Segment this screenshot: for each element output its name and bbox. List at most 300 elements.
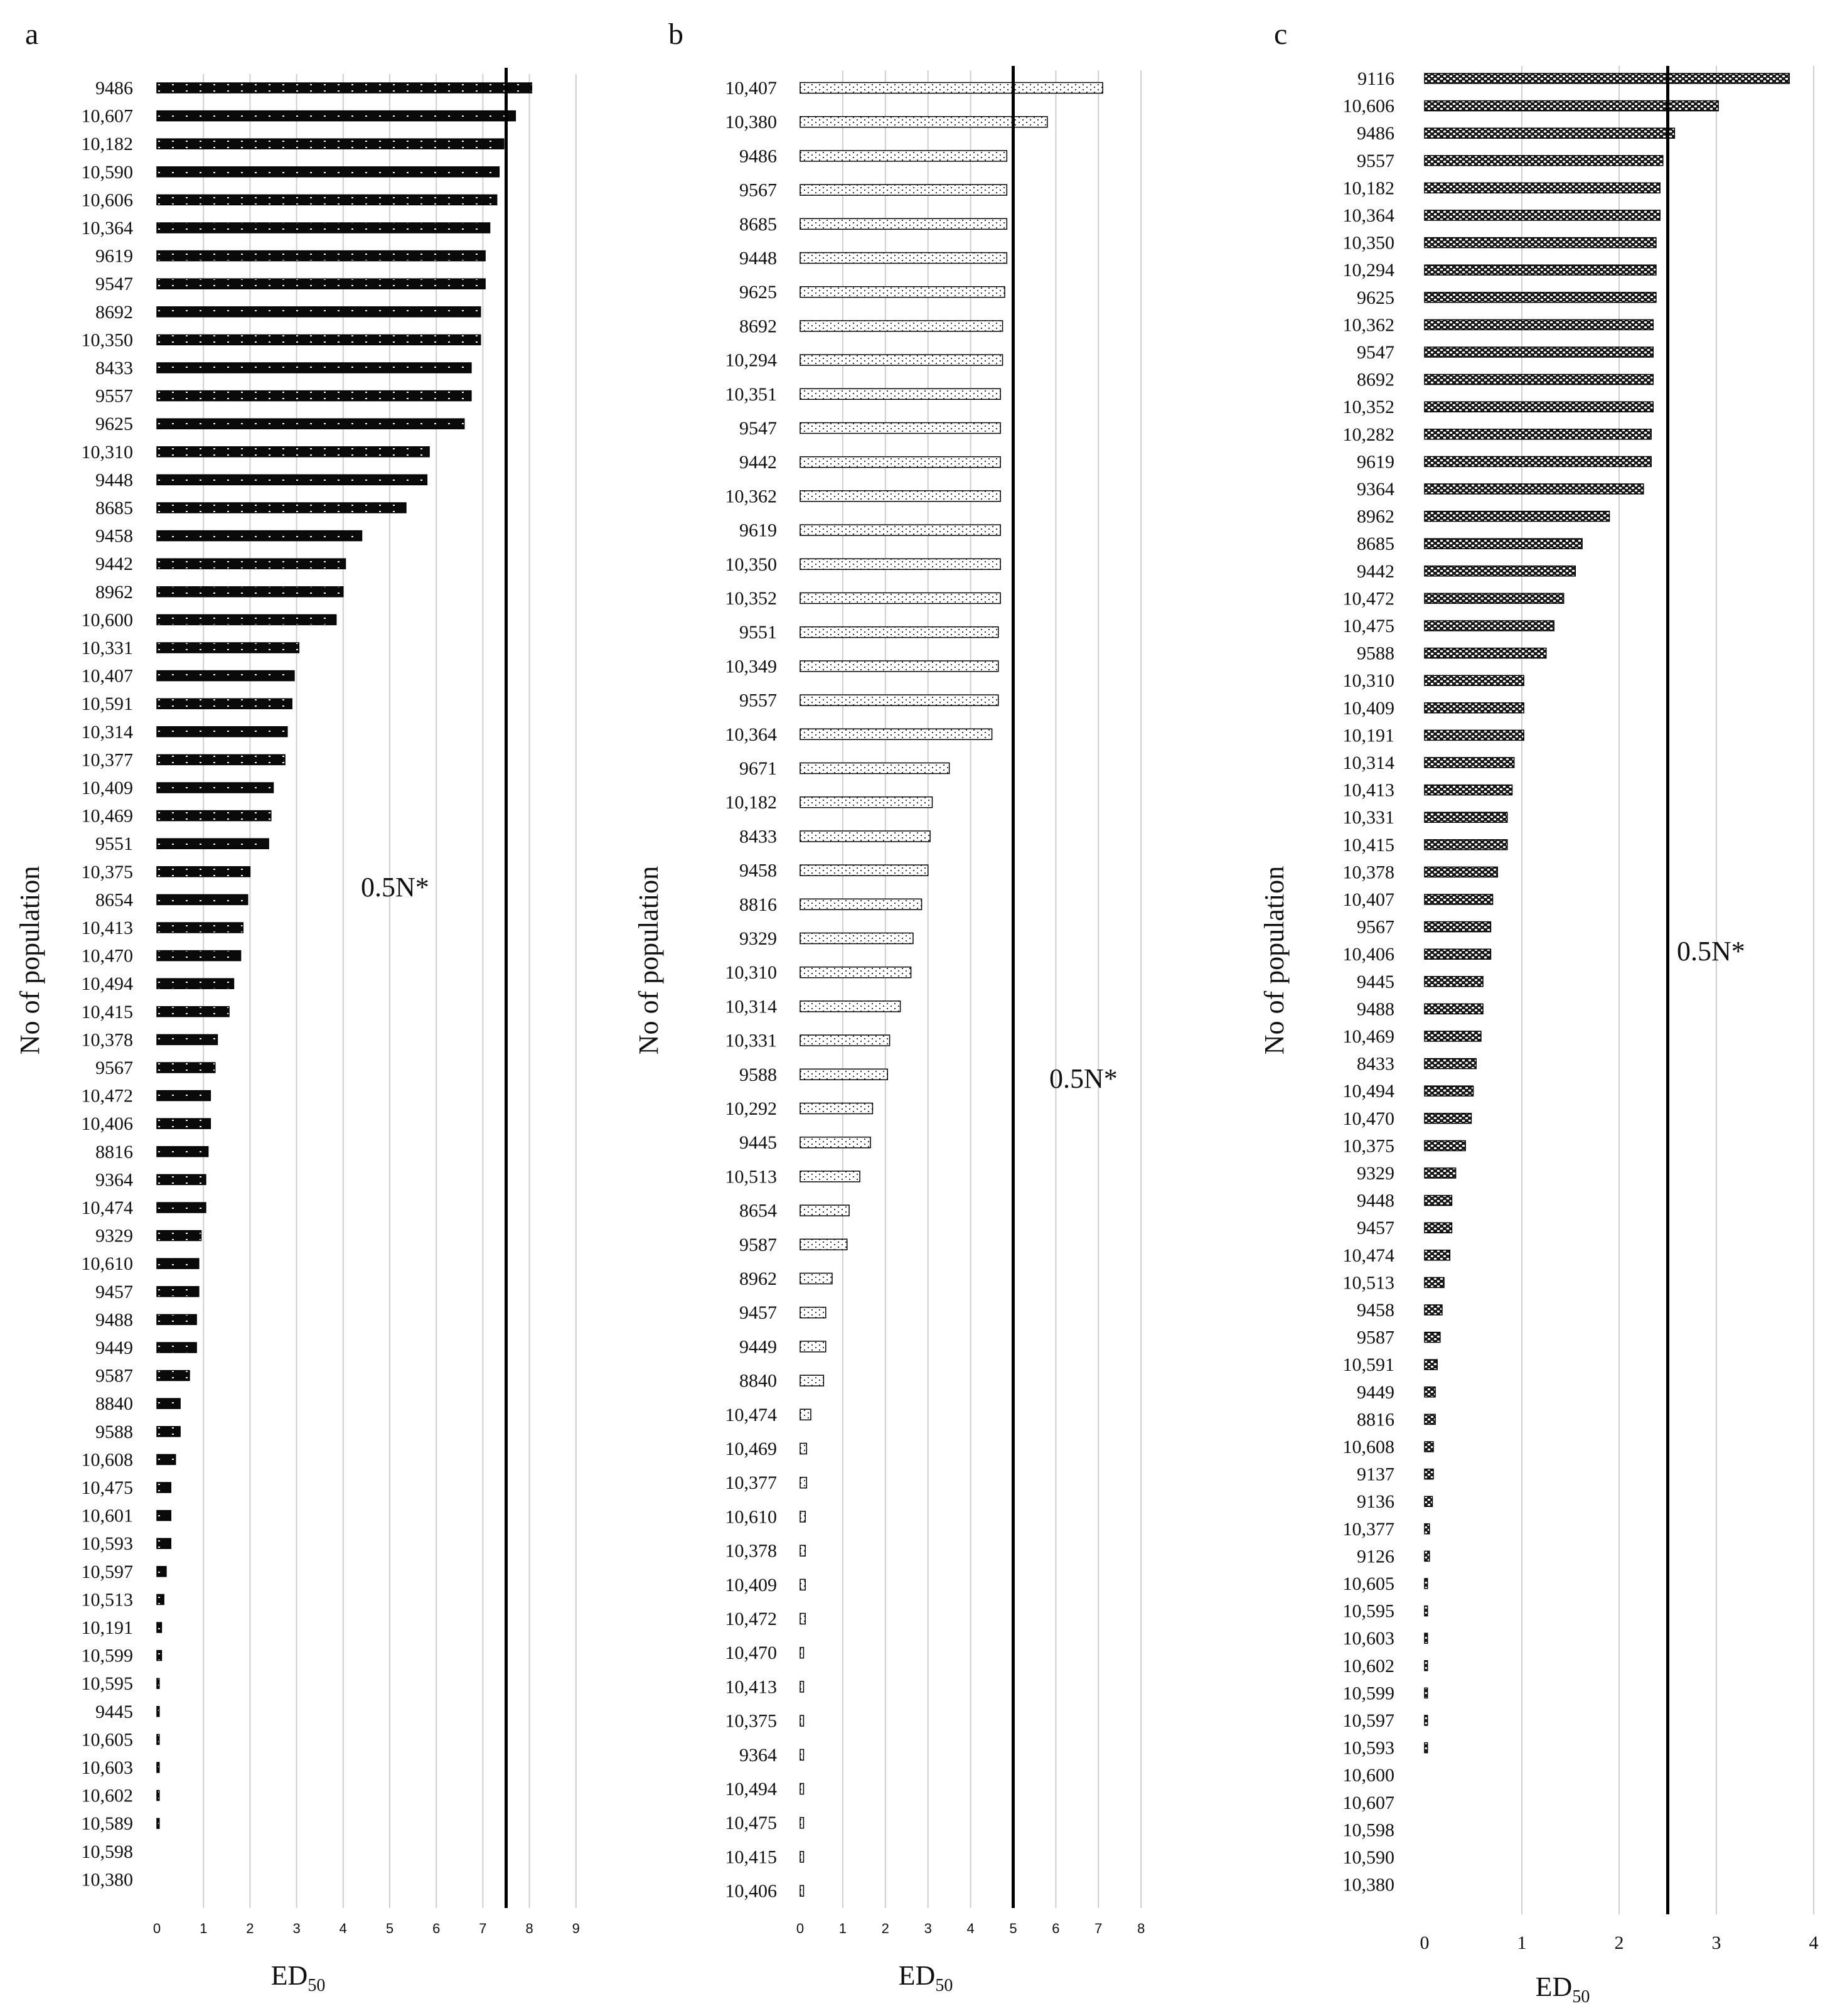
bar	[1425, 1387, 1435, 1397]
bar	[800, 695, 998, 705]
bar	[157, 335, 481, 345]
bar	[800, 1545, 805, 1556]
category-label: 10,331	[1342, 807, 1394, 828]
category-label: 9486	[739, 146, 777, 167]
bar	[1425, 484, 1644, 494]
bar	[157, 1454, 176, 1464]
category-label: 10,352	[1342, 397, 1394, 418]
bar	[157, 1007, 229, 1017]
bar	[1425, 566, 1575, 576]
category-label: 9625	[739, 282, 777, 303]
category-label: 9329	[1357, 1163, 1394, 1184]
category-label: 9486	[95, 78, 133, 99]
category-label: 10,470	[81, 945, 133, 967]
category-label: 10,409	[81, 778, 133, 798]
bar	[1425, 922, 1490, 932]
bar	[157, 979, 233, 989]
category-label: 10,409	[725, 1574, 777, 1595]
bar	[1425, 429, 1651, 439]
bar	[1425, 949, 1490, 959]
bar	[1425, 812, 1507, 822]
category-label: 10,191	[81, 1617, 133, 1638]
bar	[1425, 703, 1524, 713]
category-label: 10,474	[725, 1404, 777, 1425]
category-label: 10,610	[81, 1253, 133, 1275]
bar	[157, 867, 250, 877]
category-label: 10,469	[1342, 1026, 1394, 1047]
x-tick-label: 8	[1137, 1921, 1145, 1936]
bar	[157, 1511, 171, 1521]
bar	[157, 699, 292, 709]
category-label: 10,310	[725, 962, 777, 984]
category-label: 10,470	[725, 1643, 777, 1664]
category-label: 10,406	[1342, 944, 1394, 965]
category-label: 9557	[739, 690, 777, 711]
bar	[157, 1174, 206, 1184]
bar	[1425, 977, 1483, 987]
bar	[157, 587, 343, 597]
category-label: 10,377	[1342, 1518, 1394, 1540]
category-label: 8816	[95, 1141, 133, 1162]
bar	[157, 1678, 159, 1688]
bar	[157, 1791, 159, 1801]
category-label: 9329	[739, 928, 777, 949]
category-label: 9588	[95, 1421, 133, 1442]
bar	[800, 1307, 826, 1318]
category-label: 9567	[95, 1058, 133, 1078]
category-label: 9448	[95, 469, 133, 491]
bar	[1425, 1688, 1428, 1698]
category-label: 10,597	[81, 1561, 133, 1582]
category-label: 10,474	[1342, 1245, 1394, 1266]
bar	[800, 1749, 803, 1760]
category-label: 9457	[1357, 1218, 1394, 1239]
x-axis-title: $ED_{50}$	[1535, 1971, 1590, 2007]
category-label: 10,407	[1342, 889, 1394, 910]
category-label: 10,606	[81, 190, 133, 211]
category-label: 10,350	[81, 330, 133, 351]
category-label: 9671	[739, 758, 777, 779]
category-label: 10,475	[81, 1477, 133, 1498]
category-label: 10,364	[1342, 205, 1394, 226]
category-label: 9445	[1357, 971, 1394, 992]
bar	[157, 167, 499, 177]
category-label: 10,599	[81, 1645, 133, 1666]
category-label: 10,608	[1342, 1437, 1394, 1457]
bar	[800, 1614, 805, 1624]
category-label: 9625	[95, 414, 133, 435]
bar	[157, 475, 427, 485]
bar	[800, 1001, 901, 1012]
bar	[157, 1567, 166, 1577]
category-label: 10,294	[1342, 260, 1394, 281]
bar	[800, 1852, 803, 1862]
bar	[800, 627, 998, 638]
bar	[800, 1477, 806, 1488]
bar	[800, 1035, 890, 1046]
category-label: 10,191	[1342, 725, 1394, 746]
x-axis-title: $ED_{50}$	[898, 1960, 953, 1995]
bar	[157, 1483, 171, 1493]
panel-letter: a	[25, 18, 39, 51]
bar	[157, 139, 504, 149]
category-label: 9587	[95, 1365, 133, 1386]
bar	[1425, 292, 1656, 303]
bar	[1425, 1414, 1435, 1424]
bar	[1425, 1113, 1471, 1123]
category-label: 10,513	[725, 1166, 777, 1188]
bar	[800, 593, 1000, 604]
category-label: 8962	[739, 1268, 777, 1289]
category-label: 8654	[739, 1200, 777, 1221]
bar	[157, 363, 471, 373]
bar	[800, 899, 922, 909]
category-label: 10,294	[725, 350, 777, 371]
bar	[157, 1371, 190, 1381]
category-label: 10,593	[81, 1533, 133, 1555]
bar	[800, 287, 1005, 298]
bar	[1425, 1551, 1430, 1561]
bar	[800, 218, 1007, 229]
category-label: 10,469	[725, 1439, 777, 1459]
bar	[800, 1205, 849, 1216]
bar	[157, 1314, 196, 1324]
bar	[1425, 730, 1524, 740]
category-label: 10,605	[1342, 1574, 1394, 1594]
category-label: 9442	[95, 554, 133, 575]
bar	[800, 661, 998, 672]
bar	[1425, 128, 1674, 138]
bar	[157, 1231, 201, 1241]
bar	[800, 1375, 823, 1386]
bar	[1425, 1469, 1433, 1479]
bar	[1425, 1579, 1428, 1589]
bar	[800, 253, 1007, 264]
category-label: 10,292	[725, 1098, 777, 1119]
bar	[1425, 156, 1663, 166]
bar	[800, 1818, 803, 1828]
category-label: 9619	[1357, 451, 1394, 473]
category-label: 10,599	[1342, 1683, 1394, 1704]
category-label: 9116	[1357, 68, 1394, 89]
x-tick-label: 4	[966, 1921, 975, 1936]
category-label: 10,182	[1342, 178, 1394, 199]
x-tick-label: 4	[339, 1921, 347, 1936]
category-label: 10,310	[1342, 670, 1394, 692]
category-label: 10,331	[81, 638, 133, 658]
x-tick-label: 1	[200, 1921, 208, 1936]
category-label: 9445	[739, 1132, 777, 1154]
category-label: 10,378	[725, 1540, 777, 1562]
bar	[800, 117, 1047, 127]
bar	[157, 1091, 210, 1101]
category-label: 10,362	[725, 486, 777, 507]
bar	[1425, 1332, 1440, 1343]
category-label: 10,413	[725, 1676, 777, 1698]
bar	[800, 1444, 806, 1454]
bar	[1425, 648, 1546, 658]
bar	[157, 83, 532, 93]
category-label: 9136	[1357, 1491, 1394, 1513]
bar	[1425, 1661, 1428, 1671]
bar	[157, 1762, 159, 1772]
bar	[157, 1118, 210, 1129]
bar	[800, 1239, 847, 1250]
bar	[1425, 402, 1653, 412]
bar	[800, 559, 1000, 569]
category-label: 10,282	[1342, 424, 1394, 445]
bar	[800, 831, 930, 842]
panel-b-chart	[633, 18, 1145, 1995]
category-label: 9364	[95, 1169, 133, 1191]
x-tick-label: 0	[796, 1921, 805, 1936]
bar	[157, 671, 294, 681]
category-label: 9442	[1357, 560, 1394, 582]
category-label: 10,591	[1342, 1354, 1394, 1376]
bar	[800, 1715, 803, 1726]
category-label: 9329	[95, 1225, 133, 1247]
category-label: 10,590	[81, 161, 133, 183]
bar	[157, 811, 271, 821]
category-label: 9448	[739, 248, 777, 269]
category-label: 10,380	[725, 112, 777, 133]
category-label: 9587	[739, 1234, 777, 1255]
category-label: 9448	[1357, 1190, 1394, 1211]
panel-letter: b	[668, 18, 683, 51]
bar	[800, 1341, 826, 1352]
category-label: 10,472	[725, 1609, 777, 1629]
bar	[1425, 101, 1718, 111]
panel-c-chart	[1259, 18, 1819, 2007]
x-tick-label: 5	[385, 1921, 394, 1936]
category-label: 10,590	[1342, 1847, 1394, 1868]
category-label: 9557	[1357, 150, 1394, 171]
category-label: 8816	[1357, 1409, 1394, 1430]
category-label: 9488	[1357, 999, 1394, 1020]
category-label: 9126	[1357, 1546, 1394, 1567]
category-label: 10,350	[725, 554, 777, 575]
category-label: 10,378	[1342, 862, 1394, 883]
bar	[157, 1707, 159, 1717]
category-label: 10,310	[81, 441, 133, 463]
bar	[157, 195, 497, 205]
bar	[1425, 347, 1653, 357]
category-label: 9449	[739, 1336, 777, 1358]
bar	[800, 525, 1000, 535]
bar	[1425, 1277, 1444, 1287]
category-label: 9137	[1357, 1464, 1394, 1485]
x-tick-label: 7	[1094, 1921, 1103, 1936]
category-label: 10,409	[1342, 697, 1394, 719]
x-tick-label: 2	[246, 1921, 254, 1936]
bar	[157, 1147, 208, 1157]
x-tick-label: 2	[881, 1921, 889, 1936]
bar	[1425, 183, 1660, 193]
bar	[157, 1427, 180, 1437]
bar	[800, 1681, 803, 1692]
category-label: 9547	[739, 418, 777, 439]
category-label: 8692	[739, 316, 777, 337]
bar	[1425, 840, 1507, 850]
bar	[800, 491, 1000, 501]
bar	[1425, 1524, 1430, 1534]
bar	[157, 391, 471, 401]
bar	[157, 223, 490, 233]
x-tick-label: 6	[432, 1921, 441, 1936]
x-tick-label: 2	[1614, 1933, 1624, 1953]
x-axis-title: $ED_{50}$	[270, 1960, 326, 1995]
bar	[157, 559, 346, 569]
bar	[1425, 1031, 1481, 1041]
bar	[157, 1343, 196, 1353]
x-tick-label: 3	[292, 1921, 301, 1936]
category-label: 10,472	[1342, 588, 1394, 609]
category-label: 9588	[1357, 643, 1394, 664]
bar	[800, 797, 932, 808]
bar	[1425, 758, 1514, 768]
bar	[1425, 210, 1660, 220]
category-label: 10,349	[725, 656, 777, 677]
category-label: 9587	[1357, 1327, 1394, 1348]
bar	[157, 447, 429, 457]
category-label: 10,595	[1342, 1600, 1394, 1622]
bar	[157, 1538, 171, 1548]
bar	[800, 423, 1000, 434]
category-label: 9364	[739, 1744, 777, 1766]
x-tick-label: 3	[1711, 1933, 1721, 1953]
bar	[800, 933, 913, 944]
x-tick-label: 8	[525, 1921, 533, 1936]
x-tick-label: 0	[152, 1921, 161, 1936]
category-label: 10,377	[725, 1472, 777, 1494]
category-label: 10,407	[725, 78, 777, 99]
panel-a-chart	[14, 18, 580, 1995]
category-label: 10,602	[1342, 1655, 1394, 1676]
bar	[1425, 894, 1493, 904]
category-label: 8692	[95, 301, 133, 323]
bar	[157, 951, 241, 961]
bar	[800, 763, 950, 774]
bar	[800, 1409, 811, 1420]
category-label: 10,603	[1342, 1628, 1394, 1649]
category-label: 8816	[739, 894, 777, 915]
bar	[1425, 1606, 1428, 1616]
bar	[1425, 593, 1564, 603]
bar	[800, 1885, 803, 1896]
bar	[1425, 1743, 1428, 1753]
bar	[157, 1594, 164, 1604]
bar	[157, 1063, 215, 1073]
x-tick-label: 0	[1420, 1933, 1430, 1953]
category-label: 10,378	[81, 1029, 133, 1051]
bar	[800, 457, 1000, 468]
bar	[157, 307, 481, 317]
category-label: 10,600	[1342, 1765, 1394, 1786]
category-label: 10,375	[725, 1710, 777, 1732]
category-label: 10,415	[725, 1847, 777, 1868]
category-label: 10,606	[1342, 95, 1394, 117]
category-label: 10,314	[725, 996, 777, 1017]
bar	[800, 1171, 860, 1182]
bar	[157, 1287, 199, 1297]
category-label: 10,375	[81, 861, 133, 882]
category-label: 10,601	[81, 1505, 133, 1526]
category-label: 9619	[739, 520, 777, 541]
bar	[157, 1398, 180, 1408]
bar	[157, 531, 361, 541]
bar	[800, 1273, 832, 1284]
category-label: 8962	[1357, 506, 1394, 527]
category-label: 9442	[739, 452, 777, 473]
category-label: 10,598	[81, 1841, 133, 1862]
category-label: 10,364	[81, 218, 133, 239]
category-label: 10,182	[81, 134, 133, 155]
bar	[1425, 1223, 1452, 1233]
category-label: 10,591	[81, 694, 133, 715]
category-label: 9449	[95, 1338, 133, 1358]
category-label: 10,608	[81, 1449, 133, 1471]
panel-letter: c	[1274, 18, 1288, 51]
bar	[1425, 1004, 1483, 1014]
category-label: 10,415	[1342, 834, 1394, 855]
category-label: 10,598	[1342, 1820, 1394, 1841]
category-label: 9457	[739, 1302, 777, 1324]
bar	[157, 923, 243, 933]
category-label: 10,362	[1342, 314, 1394, 336]
category-label: 9458	[1357, 1300, 1394, 1321]
reference-line-label: 0.5N*	[1049, 1063, 1118, 1094]
bar	[800, 729, 992, 739]
bar	[1425, 1140, 1465, 1150]
category-label: 10,364	[725, 724, 777, 745]
category-label: 9458	[95, 525, 133, 547]
category-label: 8685	[1357, 533, 1394, 555]
bar	[1425, 539, 1582, 549]
bar	[1425, 1633, 1428, 1643]
category-label: 10,494	[81, 973, 133, 995]
category-label: 10,406	[81, 1113, 133, 1135]
bar	[1425, 1168, 1456, 1178]
bar	[157, 727, 287, 737]
bar	[800, 1648, 803, 1658]
bar	[157, 279, 485, 289]
y-axis-title: No of population	[633, 866, 664, 1055]
category-label: 10,607	[1342, 1792, 1394, 1813]
bar	[157, 754, 285, 764]
bar	[1425, 1086, 1474, 1096]
category-label: 10,415	[81, 1001, 133, 1022]
bar	[1425, 319, 1653, 330]
bar	[1425, 1442, 1433, 1452]
category-label: 9364	[1357, 479, 1394, 500]
category-label: 10,494	[1342, 1081, 1394, 1102]
category-label: 9619	[95, 245, 133, 267]
bar	[157, 1734, 159, 1744]
category-label: 8692	[1357, 369, 1394, 390]
bar	[157, 894, 248, 904]
category-label: 10,589	[81, 1813, 133, 1835]
bar	[157, 643, 299, 653]
category-label: 8433	[1357, 1053, 1394, 1075]
category-label: 9567	[1357, 916, 1394, 938]
bar	[800, 389, 1000, 399]
category-label: 9625	[1357, 287, 1394, 308]
bar	[157, 1651, 161, 1661]
bar	[157, 614, 336, 625]
bar	[1425, 1715, 1428, 1725]
category-label: 10,605	[81, 1729, 133, 1751]
category-label: 8433	[95, 358, 133, 378]
